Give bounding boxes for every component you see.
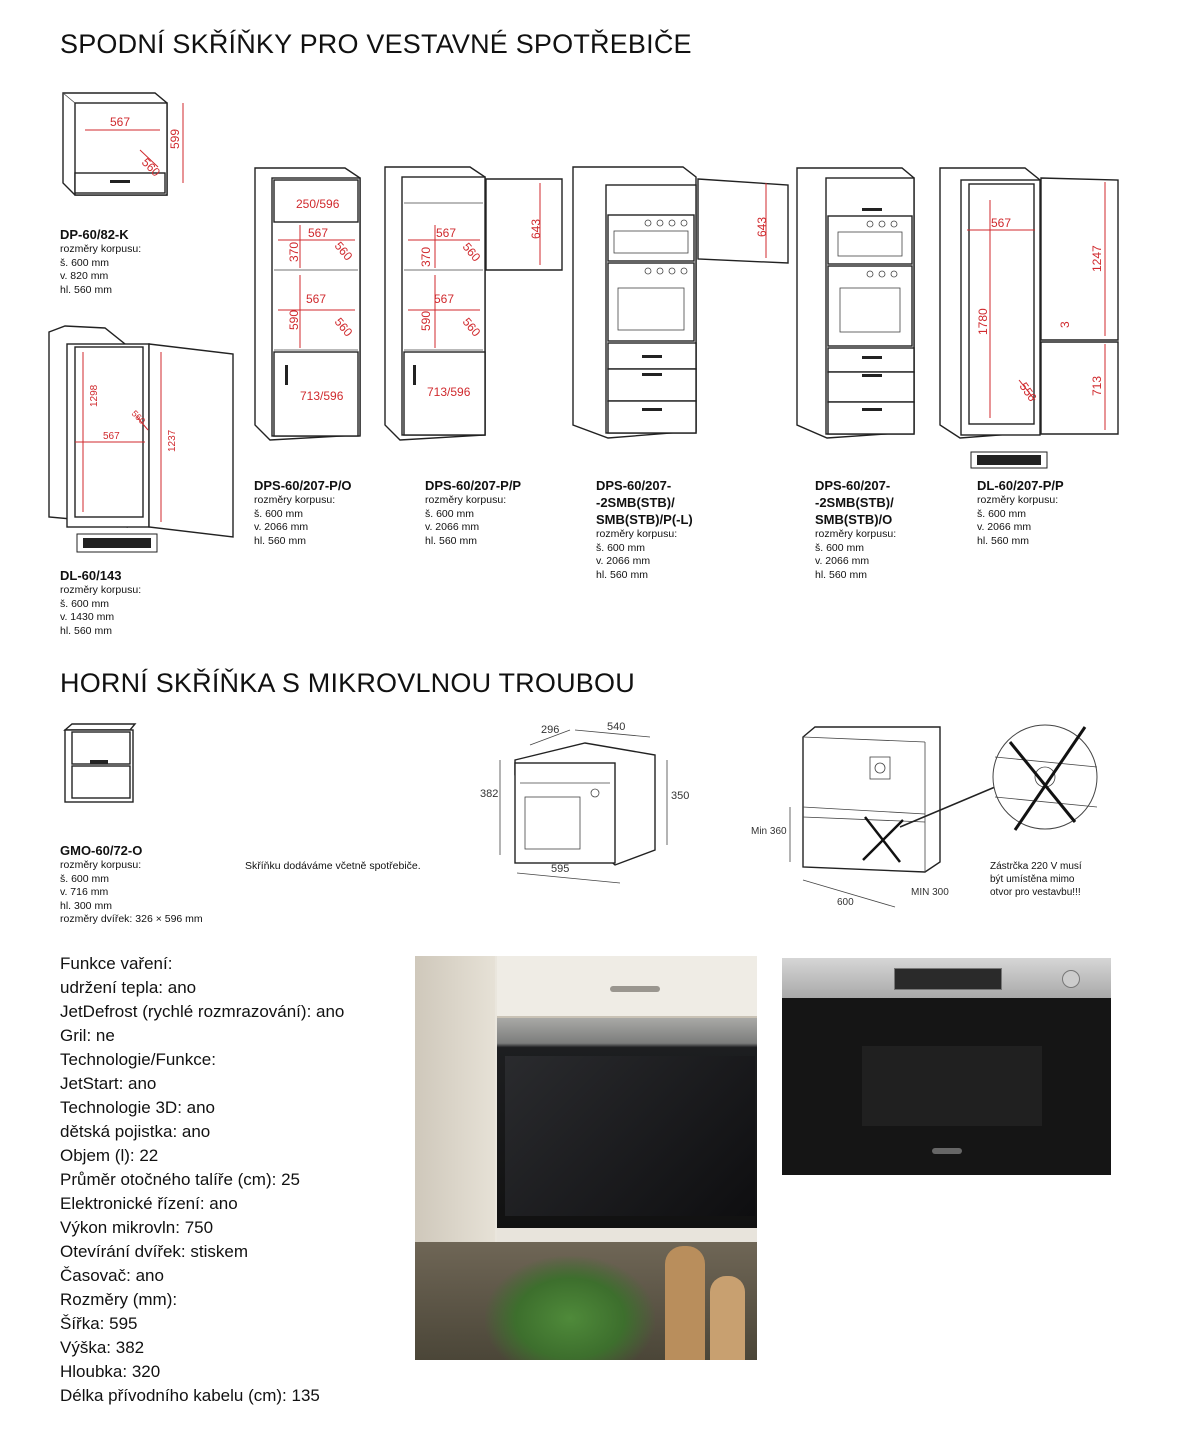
dim-label: 560: [459, 314, 484, 340]
product-dps-2smb-p-l: [596, 477, 693, 582]
dim-label: 567: [436, 226, 457, 240]
product-dps-60-207-p-p: [425, 477, 521, 548]
product-dl-60-143: [60, 567, 141, 638]
product-code: DPS-60/207-P/O: [254, 478, 352, 493]
dim-label: 3: [1058, 321, 1072, 328]
spec-height: v. 2066 mm: [977, 521, 1032, 533]
cabinet-drawing-dps-2smb-o: [792, 160, 922, 450]
spec-door: rozměry dvířek: 326 × 596 mm: [60, 913, 203, 925]
feature-item: Výkon mikrovln: 750: [60, 1218, 214, 1237]
feature-item: dětská pojistka: ano: [60, 1122, 211, 1141]
dim-label: 560: [129, 408, 148, 427]
spec-depth: hl. 560 mm: [254, 534, 306, 547]
spec-width: š. 600 mm: [254, 507, 304, 520]
dim-label: 595: [551, 863, 570, 875]
product-dps-2smb-o: [815, 477, 896, 582]
feature-item: Funkce vaření:: [60, 954, 173, 973]
spec-depth: hl. 560 mm: [60, 624, 112, 637]
product-code-line: DPS-60/207-: [596, 478, 672, 493]
dim-label: 1780: [976, 308, 990, 335]
product-code-line: -2SMB(STB)/: [815, 495, 894, 510]
cabinet-drawing-dp-60-82-k: [55, 85, 195, 215]
dim-label: Min 360: [751, 826, 787, 837]
product-code-line: SMB(STB)/O: [815, 512, 893, 527]
feature-item: Technologie 3D: ano: [60, 1098, 216, 1117]
spec-height: v. 716 mm: [60, 886, 109, 898]
plug-warning-note: [990, 860, 1082, 899]
feature-item: Délka přívodního kabelu (cm): 135: [60, 1386, 320, 1405]
spec-height: v. 2066 mm: [815, 555, 870, 567]
microwave-product-photo: [782, 958, 1111, 1175]
delivery-note: Skříňku dodáváme včetně spotřebiče.: [245, 860, 421, 872]
dim-label: 600: [837, 897, 854, 908]
spec-height: v. 820 mm: [60, 270, 109, 282]
product-code-line: SMB(STB)/P(-L): [596, 512, 693, 527]
spec-label: rozměry korpusu:: [815, 528, 897, 540]
spec-depth: hl. 560 mm: [596, 568, 648, 581]
spec-depth: hl. 560 mm: [425, 534, 477, 547]
dim-label: 540: [607, 721, 626, 733]
product-dps-60-207-p-o: [254, 477, 352, 548]
feature-item: Hloubka: 320: [60, 1362, 161, 1381]
dim-label: 560: [331, 238, 356, 264]
dim-label: 713: [1090, 375, 1104, 396]
product-code: DL-60/207-P/P: [977, 478, 1064, 493]
spec-label: rozměry korpusu:: [977, 494, 1059, 506]
dim-label: 1298: [89, 384, 100, 407]
microwave-dimension-drawing: [475, 715, 700, 890]
dim-label: 296: [541, 724, 560, 736]
dim-label: 590: [419, 310, 433, 331]
note-line: otvor pro vestavbu!!!: [990, 887, 1081, 898]
microwave-feature-list: [60, 952, 344, 1408]
feature-item: Objem (l): 22: [60, 1146, 159, 1165]
spec-label: rozměry korpusu:: [425, 494, 507, 506]
product-code: DL-60/143: [60, 568, 122, 583]
spec-width: š. 600 mm: [596, 541, 646, 554]
feature-item: JetDefrost (rychlé rozmrazování): ano: [60, 1002, 345, 1021]
feature-item: Technologie/Funkce:: [60, 1050, 216, 1069]
spec-depth: hl. 560 mm: [977, 534, 1029, 547]
spec-label: rozměry korpusu:: [596, 528, 678, 540]
section-title-built-in-base-cabinets: SPODNÍ SKŘÍŇKY PRO VESTAVNÉ SPOTŘEBIČE: [60, 29, 692, 59]
product-gmo-60-72-o: [60, 842, 203, 927]
product-dp-60-82-k: [60, 226, 141, 297]
product-dl-60-207-p-p: [977, 477, 1064, 548]
cabinet-drawing-gmo-60-72-o: [60, 718, 140, 808]
spec-height: v. 2066 mm: [254, 521, 309, 533]
feature-item: Otevírání dvířek: stiskem: [60, 1242, 248, 1261]
cabinet-drawing-dl-60-143: [45, 322, 240, 562]
dim-label: 556: [1016, 379, 1040, 405]
cabinet-drawing-dps-60-207-p-o: [250, 160, 370, 450]
note-line: Zástrčka 220 V musí: [990, 861, 1082, 872]
feature-item: udržení tepla: ano: [60, 978, 197, 997]
feature-item: Rozměry (mm):: [60, 1290, 178, 1309]
feature-item: Výška: 382: [60, 1338, 145, 1357]
dim-label: 643: [755, 216, 769, 237]
spec-depth: hl. 300 mm: [60, 899, 112, 912]
feature-item: Elektronické řízení: ano: [60, 1194, 238, 1213]
dim-label: 567: [991, 216, 1012, 230]
feature-item: JetStart: ano: [60, 1074, 157, 1093]
product-code-line: -2SMB(STB)/: [596, 495, 675, 510]
cabinet-drawing-dps-60-207-p-p: [380, 155, 570, 450]
dim-label: 560: [331, 314, 356, 340]
spec-width: š. 600 mm: [977, 507, 1027, 520]
spec-height: v. 1430 mm: [60, 611, 115, 623]
dim-label: 599: [168, 128, 182, 149]
cabinet-drawing-dl-60-207-p-p: [935, 160, 1125, 470]
spec-width: š. 600 mm: [425, 507, 475, 520]
section-title-wall-cabinet-microwave: HORNÍ SKŘÍŇKA S MIKROVLNOU TROUBOU: [60, 668, 635, 698]
spec-width: š. 600 mm: [60, 872, 110, 885]
spec-depth: hl. 560 mm: [60, 283, 112, 296]
spec-height: v. 2066 mm: [425, 521, 480, 533]
dim-label: 350: [671, 790, 690, 802]
product-code: DPS-60/207-P/P: [425, 478, 522, 493]
feature-item: Průměr otočného talíře (cm): 25: [60, 1170, 300, 1189]
kitchen-photo: [415, 956, 757, 1360]
dim-label: 567: [434, 292, 455, 306]
dim-label: 567: [306, 292, 327, 306]
dim-label: 643: [529, 218, 543, 239]
note-line: být umístěna mimo: [990, 874, 1075, 885]
dim-label: MIN 300: [911, 887, 949, 898]
cabinet-drawing-dps-2smb-p-l: [568, 153, 793, 448]
spec-label: rozměry korpusu:: [254, 494, 336, 506]
dim-label: 713/596: [300, 389, 344, 403]
dim-label: 560: [138, 155, 163, 180]
dim-label: 1247: [1090, 245, 1104, 272]
spec-width: š. 600 mm: [815, 541, 865, 554]
feature-item: Šířka: 595: [60, 1314, 138, 1333]
product-code-line: DPS-60/207-: [815, 478, 891, 493]
dim-label: 382: [480, 788, 499, 800]
feature-item: Časovač: ano: [60, 1266, 164, 1285]
dim-label: 250/596: [296, 197, 340, 211]
product-code: GMO-60/72-O: [60, 843, 143, 858]
dim-label: 370: [287, 241, 301, 262]
dim-label: 713/596: [427, 385, 471, 399]
dim-label: 370: [419, 246, 433, 267]
feature-item: Gril: ne: [60, 1026, 115, 1045]
spec-label: rozměry korpusu:: [60, 243, 142, 255]
spec-width: š. 600 mm: [60, 597, 110, 610]
dim-label: 560: [459, 239, 484, 265]
spec-label: rozměry korpusu:: [60, 584, 142, 596]
spec-height: v. 2066 mm: [596, 555, 651, 567]
dim-label: 567: [110, 115, 131, 129]
dim-label: 590: [287, 309, 301, 330]
spec-label: rozměry korpusu:: [60, 859, 142, 871]
dim-label: 1237: [167, 429, 178, 452]
spec-depth: hl. 560 mm: [815, 568, 867, 581]
dim-label: 567: [308, 226, 329, 240]
spec-width: š. 600 mm: [60, 256, 110, 269]
dim-label: 567: [103, 431, 120, 442]
product-code: DP-60/82-K: [60, 227, 129, 242]
